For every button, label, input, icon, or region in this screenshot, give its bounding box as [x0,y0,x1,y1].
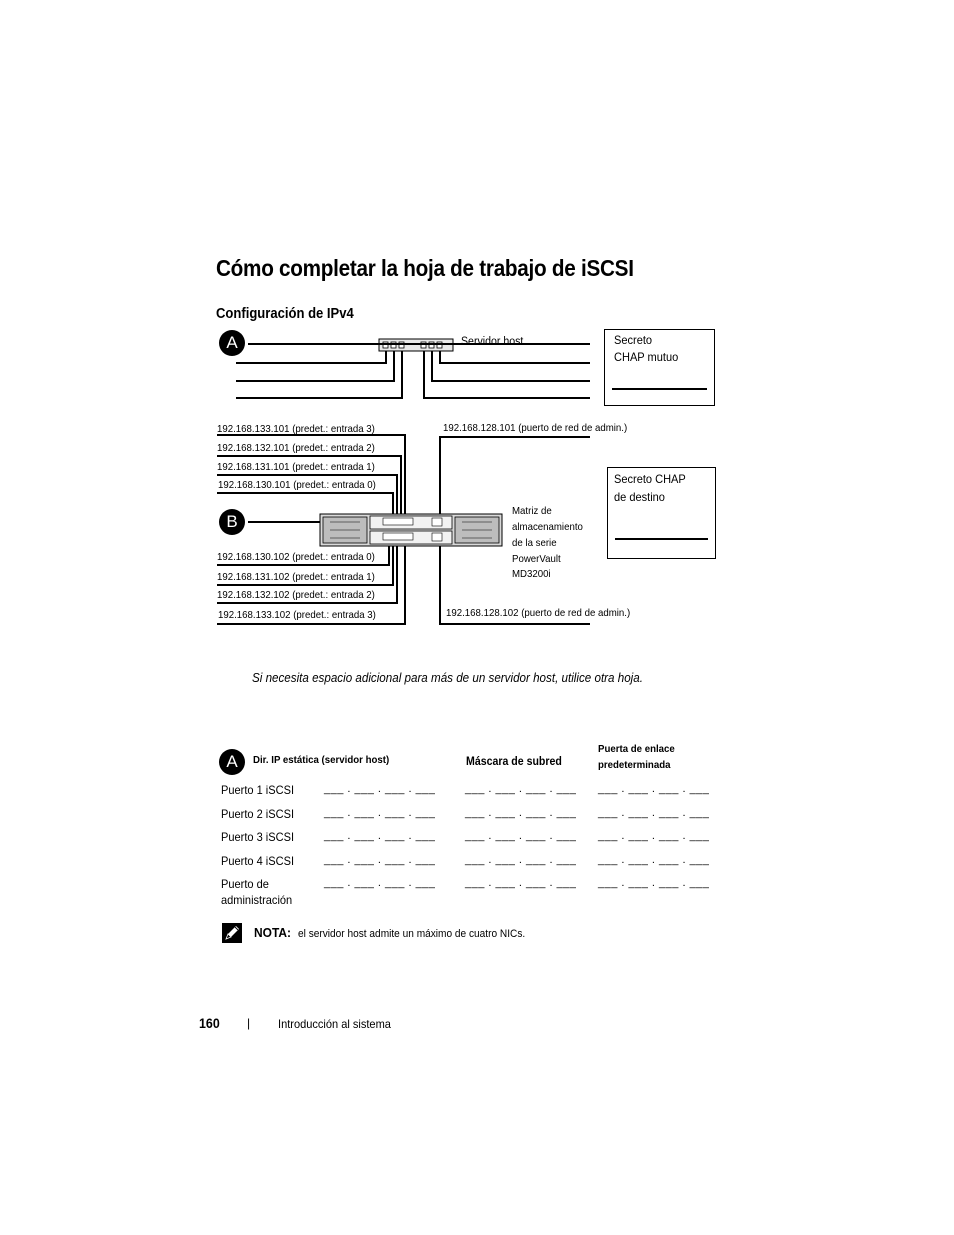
row-label-mgmt-2: administración [221,893,293,907]
ip-field-mgmt[interactable]: ___ . ___ . ___ . ___ [324,877,436,889]
row-label-port4: Puerto 4 iSCSI [221,854,295,868]
note-label: NOTA: [254,925,291,940]
mask-field-port4[interactable]: ___ . ___ . ___ . ___ [465,854,577,866]
storage-port-ip-1: 192.168.131.102 (predet.: entrada 1) [217,571,375,583]
storage-port-ip-3: 192.168.133.102 (predet.: entrada 3) [218,609,376,621]
header-gateway-2: predeterminada [598,759,671,771]
gateway-field-port1[interactable]: ___ . ___ . ___ . ___ [598,783,710,795]
chap-target-line1: Secreto CHAP [614,472,686,486]
page-number: 160 [199,1016,220,1031]
chap-target-box [607,467,716,559]
chap-mutual-line2: CHAP mutuo [614,350,679,364]
extra-space-note: Si necesita espacio adicional para más de un servidor host, utilice otra hoja. [252,671,643,685]
row-label-port2: Puerto 2 iSCSI [221,807,295,821]
header-ip: Dir. IP estática (servidor host) [253,754,390,766]
table-badge-a: A [219,749,245,775]
storage-port-ip-0: 192.168.130.102 (predet.: entrada 0) [217,551,375,563]
mgmt-ip-top: 192.168.128.101 (puerto de red de admin.) [443,422,628,434]
host-port-ip-2: 192.168.132.101 (predet.: entrada 2) [217,442,375,454]
host-port-ip-3: 192.168.133.101 (predet.: entrada 3) [217,423,375,435]
footer-section: Introducción al sistema [278,1017,391,1031]
host-server-label: Servidor host [461,336,524,348]
mask-field-port2[interactable]: ___ . ___ . ___ . ___ [465,807,577,819]
chap-mutual-box [604,329,715,406]
mask-field-port3[interactable]: ___ . ___ . ___ . ___ [465,830,577,842]
ip-field-port1[interactable]: ___ . ___ . ___ . ___ [324,783,436,795]
badge-b: B [219,509,245,535]
mask-field-mgmt[interactable]: ___ . ___ . ___ . ___ [465,877,577,889]
note-pencil-icon [221,922,243,944]
ip-field-port3[interactable]: ___ . ___ . ___ . ___ [324,830,436,842]
ip-field-port4[interactable]: ___ . ___ . ___ . ___ [324,854,436,866]
page-title: Cómo completar la hoja de trabajo de iSCSI [216,255,634,281]
host-port-ip-0: 192.168.130.101 (predet.: entrada 0) [218,479,376,491]
host-port-ip-1: 192.168.131.101 (predet.: entrada 1) [217,461,375,473]
powervault-array-icon [320,514,502,546]
header-gateway-1: Puerta de enlace [598,743,675,755]
note-text: el servidor host admite un máximo de cuatro NICs. [298,928,526,940]
array-label-2: almacenamiento [512,521,583,533]
array-label-1: Matriz de [512,505,552,517]
gateway-field-port3[interactable]: ___ . ___ . ___ . ___ [598,830,710,842]
row-label-port3: Puerto 3 iSCSI [221,830,295,844]
chap-mutual-line1: Secreto [614,333,653,347]
mgmt-ip-bottom: 192.168.128.102 (puerto de red de admin.) [446,607,631,619]
gateway-field-mgmt[interactable]: ___ . ___ . ___ . ___ [598,877,710,889]
gateway-field-port2[interactable]: ___ . ___ . ___ . ___ [598,807,710,819]
chap-mutual-write-line [612,388,707,390]
ip-field-port2[interactable]: ___ . ___ . ___ . ___ [324,807,436,819]
chap-target-line2: de destino [614,490,665,504]
row-label-port1: Puerto 1 iSCSI [221,783,295,797]
header-mask: Máscara de subred [466,756,562,768]
array-label-5: MD3200i [512,568,551,580]
row-label-mgmt-1: Puerto de [221,877,269,891]
gateway-field-port4[interactable]: ___ . ___ . ___ . ___ [598,854,710,866]
array-label-3: de la serie [512,537,557,549]
footer-separator: | [247,1016,251,1030]
mask-field-port1[interactable]: ___ . ___ . ___ . ___ [465,783,577,795]
badge-a: A [219,330,245,356]
section-title: Configuración de IPv4 [216,306,354,322]
array-label-4: PowerVault [512,553,561,565]
chap-target-write-line [615,538,708,540]
storage-port-ip-2: 192.168.132.102 (predet.: entrada 2) [217,589,375,601]
